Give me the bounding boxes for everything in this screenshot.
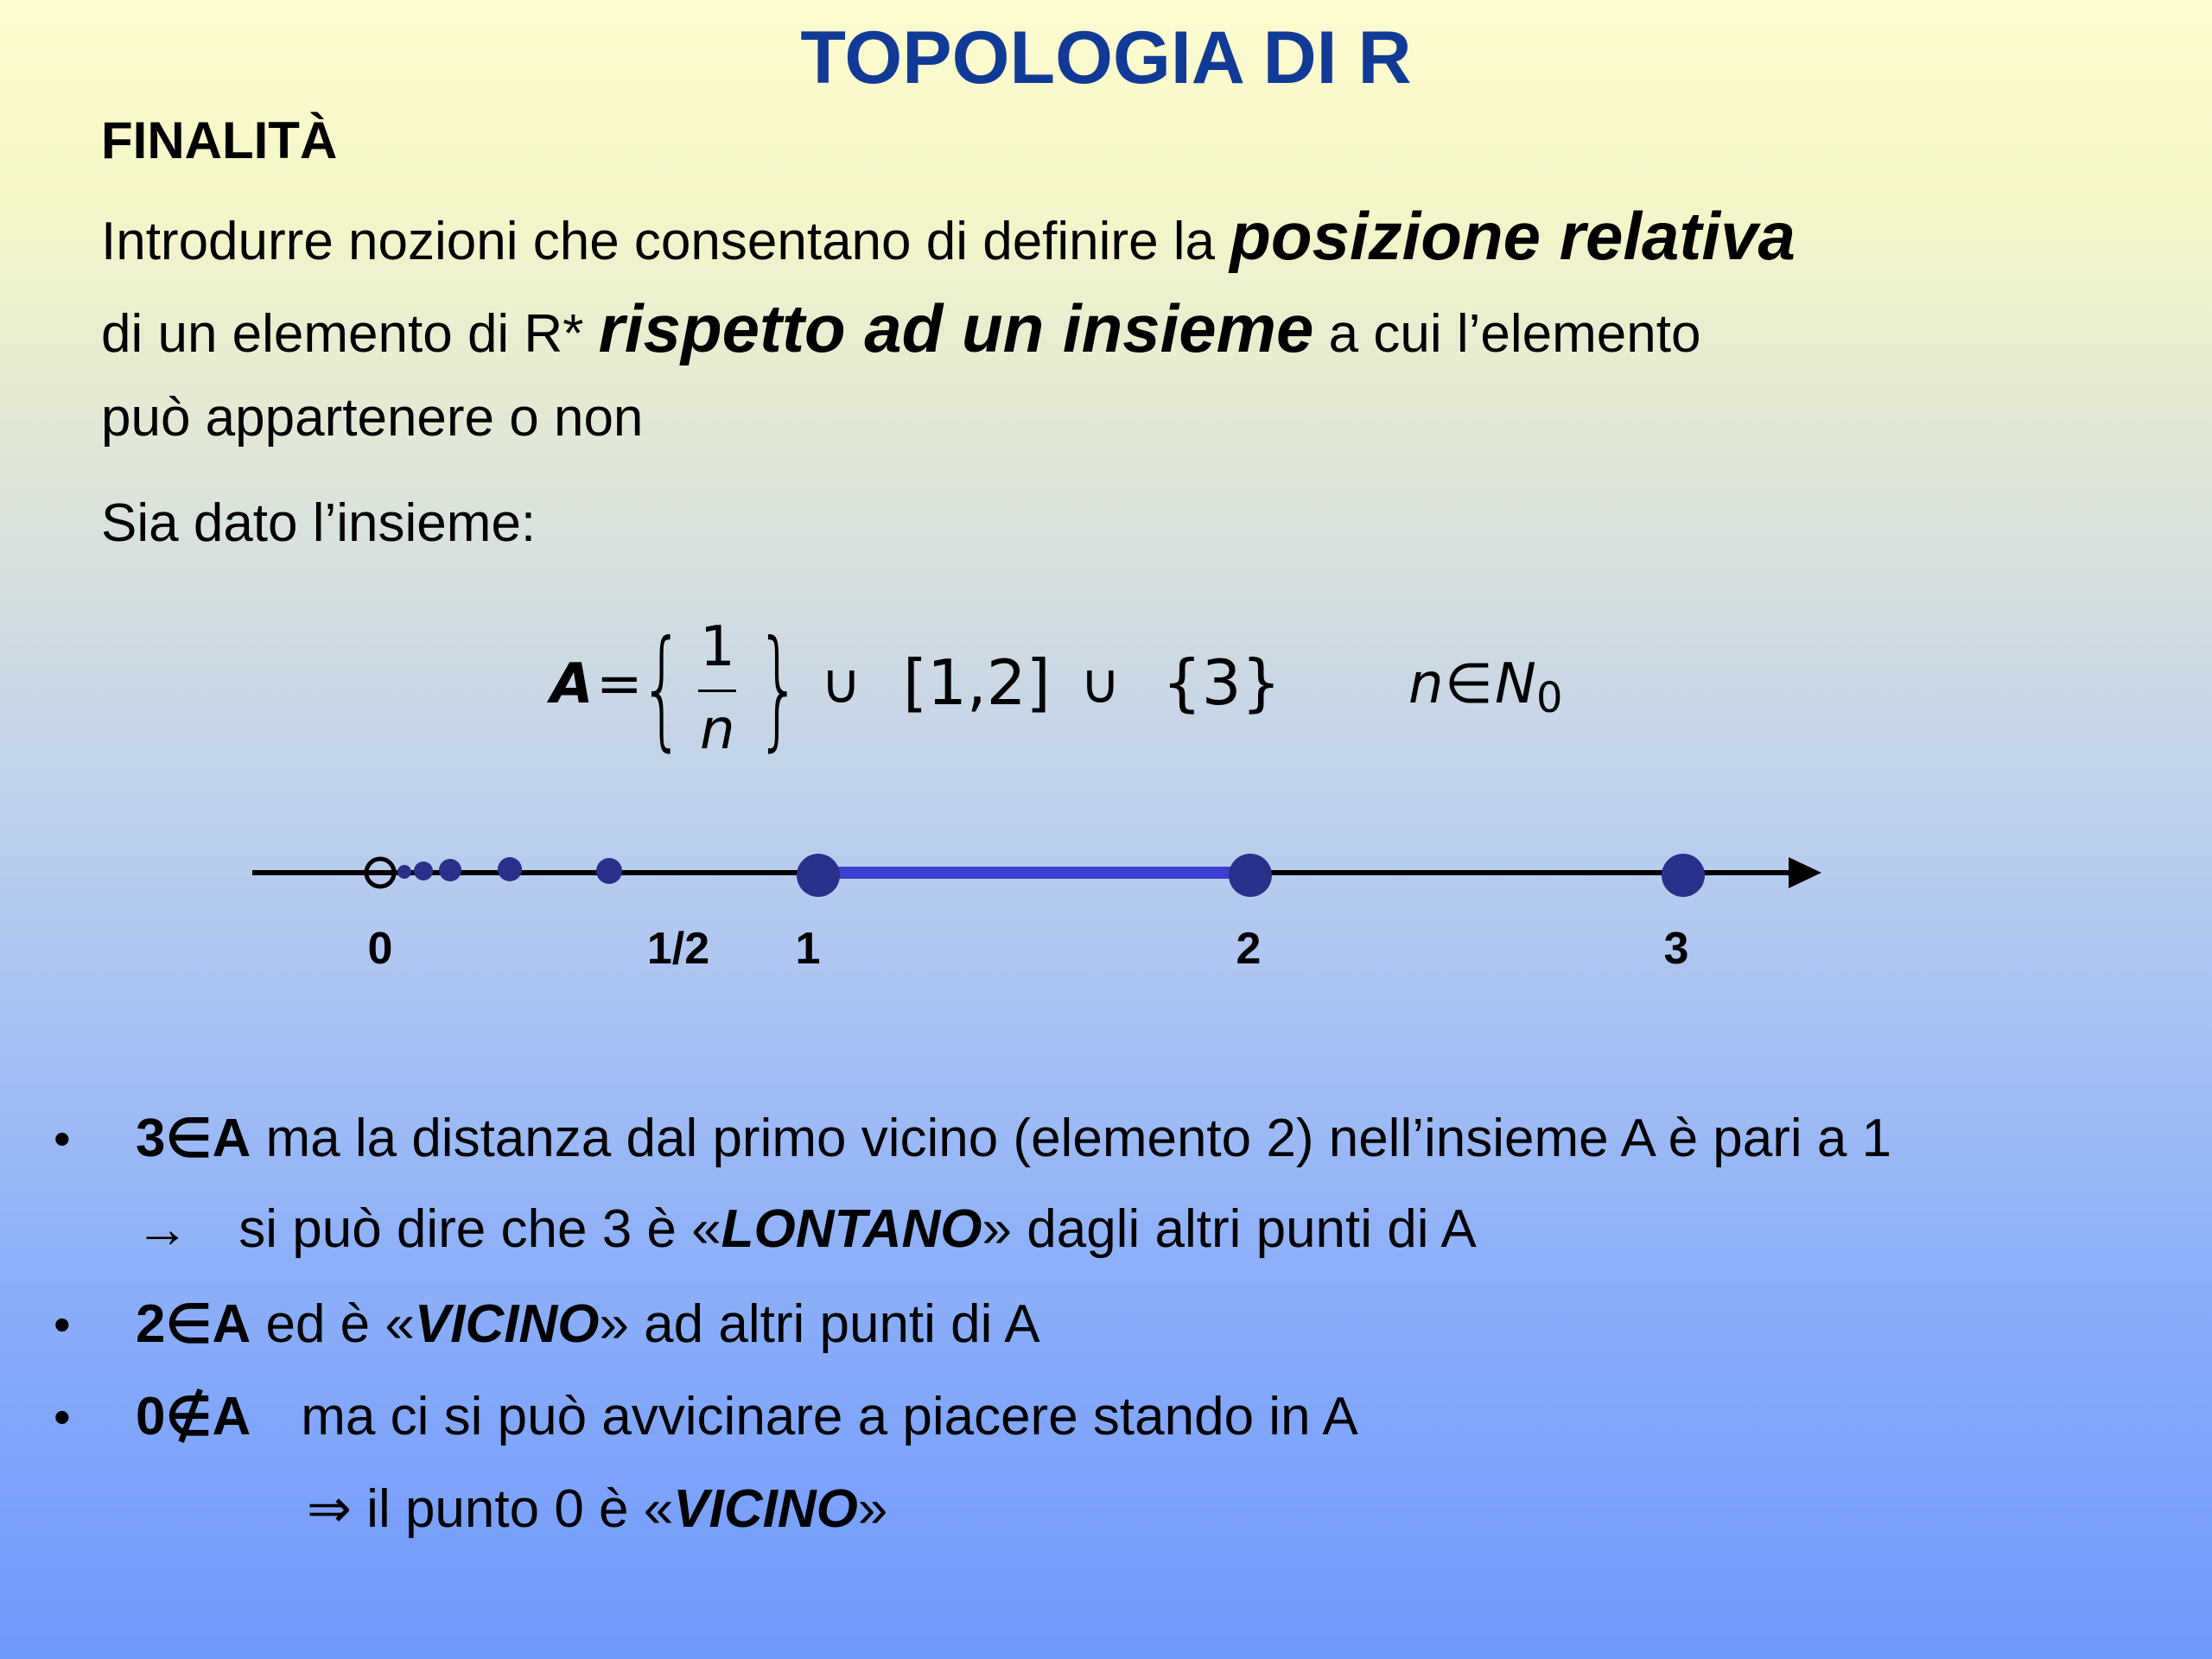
number-line	[0, 821, 2212, 994]
set-definition-formula	[544, 605, 1581, 778]
bullet-2-text: ed è «	[251, 1294, 415, 1354]
tick-label: 3	[1663, 924, 1689, 974]
bullet-1-text: ma la distanza dal primo vicino (elemento 2) nell’insieme A è pari a 1	[251, 1109, 1892, 1168]
condition-variable: n	[1408, 652, 1444, 716]
bullet-marker: •	[54, 1389, 71, 1444]
sequence-point	[439, 859, 461, 881]
intro-line-4: Sia dato l’insieme:	[101, 493, 537, 553]
formula-singleton: {3}	[1162, 646, 1281, 719]
implies-icon: ⇒	[307, 1479, 352, 1539]
sequence-point	[596, 858, 622, 884]
intro-text: Introdurre nozioni che consentano di definire la	[101, 212, 1230, 271]
intro-line-2	[101, 289, 1700, 368]
interval-endpoint	[797, 854, 840, 897]
number-line-arrowhead	[1789, 857, 1821, 888]
fraction-bar	[698, 690, 736, 692]
section-heading: FINALITÀ	[101, 111, 338, 169]
emphasis-text: rispetto ad un insieme	[598, 290, 1314, 366]
slide-title: TOPOLOGIA DI R	[800, 16, 1412, 99]
formula-interval: [1,2]	[903, 646, 1051, 719]
bullet-3-text: ma ci si può avvicinare a piacere stando in A	[301, 1387, 1358, 1446]
intro-text: a cui l’elemento	[1313, 304, 1701, 364]
tick-label: 1/2	[646, 924, 710, 974]
bullet-1-cont-text: » dagli altri punti di A	[982, 1199, 1477, 1259]
keyword-lontano: LONTANO	[721, 1199, 982, 1259]
keyword-vicino: VICINO	[414, 1294, 600, 1354]
formula-numerator: 1	[700, 615, 735, 679]
bullet-1-statement: 3∈A	[136, 1109, 251, 1168]
bullet-3	[136, 1384, 1358, 1447]
bullet-3-cont-text: il punto 0 è «	[351, 1479, 674, 1539]
bullet-2-text: » ad altri punti di A	[599, 1294, 1040, 1354]
formula-union-2: ∪	[1080, 652, 1121, 716]
sequence-point	[498, 857, 522, 881]
keyword-vicino: VICINO	[673, 1479, 858, 1539]
bullet-marker: •	[54, 1111, 71, 1166]
bullet-2	[136, 1292, 1040, 1355]
emphasis-text: posizione relativa	[1230, 198, 1796, 274]
bullet-marker: •	[54, 1297, 71, 1351]
tick-label: 1	[795, 924, 821, 974]
formula-union-1: ∪	[821, 652, 861, 716]
condition-set: N	[1495, 652, 1536, 716]
arrow-icon: →	[136, 1199, 189, 1259]
bullet-3-continuation	[307, 1477, 887, 1540]
intro-line-1	[101, 197, 1796, 276]
isolated-point	[1662, 854, 1705, 897]
condition-element-of: ∈	[1445, 652, 1493, 716]
formula-denominator: n	[700, 698, 735, 762]
sequence-point	[397, 865, 411, 879]
intro-line-3: può appartenere o non	[101, 388, 644, 448]
formula-set-name: A	[550, 652, 594, 716]
bullet-1-cont-text: si può dire che 3 è «	[238, 1199, 721, 1259]
sequence-point	[414, 861, 433, 880]
bullet-2-statement: 2∈A	[136, 1294, 251, 1354]
bullet-3-cont-text: »	[857, 1479, 888, 1539]
formula-equals: =	[596, 652, 643, 716]
interval-endpoint	[1229, 854, 1272, 897]
condition-subscript: 0	[1536, 674, 1563, 722]
formula-open-brace: {	[639, 613, 685, 764]
tick-label: 0	[367, 924, 393, 974]
tick-label: 2	[1236, 924, 1262, 974]
bullet-1	[136, 1106, 1891, 1169]
formula-close-brace: }	[756, 613, 802, 764]
bullet-3-statement: 0∉A	[136, 1387, 251, 1446]
bullet-1-continuation	[136, 1198, 1477, 1260]
intro-text: di un elemento di R*	[101, 304, 599, 364]
